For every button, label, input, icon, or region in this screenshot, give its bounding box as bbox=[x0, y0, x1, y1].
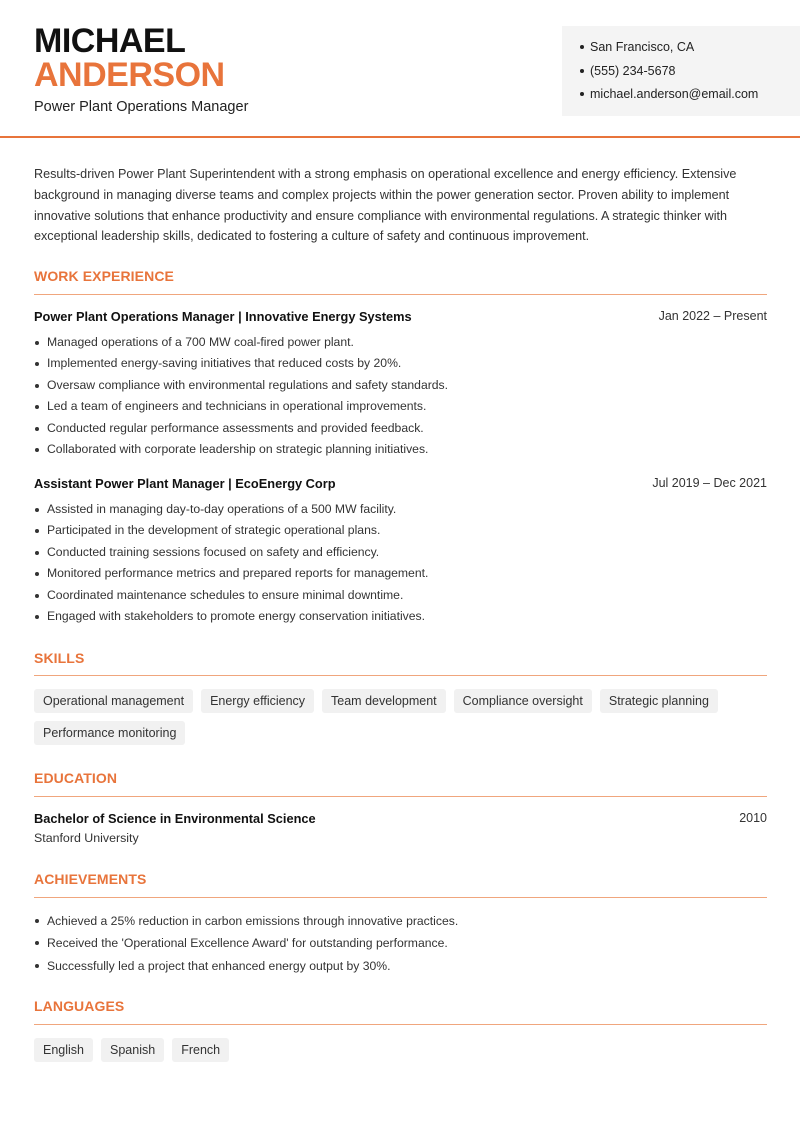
list-item: Monitored performance metrics and prepared reports for management. bbox=[34, 563, 428, 584]
section-divider bbox=[34, 1024, 767, 1025]
job-entry-1 bbox=[34, 309, 767, 329]
education-school: Stanford University bbox=[34, 831, 139, 845]
last-name: ANDERSON bbox=[34, 56, 225, 94]
list-item: Led a team of engineers and technicians in operational improvements. bbox=[34, 396, 448, 417]
list-item: Managed operations of a 700 MW coal-fired power plant. bbox=[34, 332, 448, 353]
list-item: Conducted training sessions focused on safety and efficiency. bbox=[34, 542, 428, 563]
resume-header bbox=[0, 0, 800, 138]
section-title-work-experience: WORK EXPERIENCE bbox=[34, 268, 174, 284]
skill-chip: Operational management bbox=[34, 689, 193, 713]
list-item: Collaborated with corporate leadership on strategic planning initiatives. bbox=[34, 439, 448, 460]
section-divider bbox=[34, 897, 767, 898]
skill-chip: Compliance oversight bbox=[454, 689, 592, 713]
languages-list bbox=[34, 1038, 774, 1062]
education-degree: Bachelor of Science in Environmental Science bbox=[34, 811, 316, 826]
skills-list bbox=[34, 689, 774, 745]
job-heading: Assistant Power Plant Manager | EcoEnergy Corp bbox=[34, 476, 336, 491]
section-title-languages: LANGUAGES bbox=[34, 998, 125, 1014]
contact-location: San Francisco, CA bbox=[580, 38, 758, 62]
section-divider bbox=[34, 294, 767, 295]
list-item: Assisted in managing day-to-day operations of a 500 MW facility. bbox=[34, 499, 428, 520]
skill-chip: Performance monitoring bbox=[34, 721, 185, 745]
job-title: Power Plant Operations Manager bbox=[34, 99, 249, 115]
professional-summary: Results-driven Power Plant Superintendent with a strong emphasis on operational excellence and energy efficiency. Extensive background in managing diverse teams and complex projects within the power generation sector. Proven ability to implement innovative solutions that enhance productivity and ensure compliance with environmental regulations. A strategic thinker with exceptional leadership skills, dedicated to fostering a culture of safety and continuous improvement. bbox=[34, 167, 737, 244]
job-2-bullets bbox=[34, 499, 428, 627]
section-divider bbox=[34, 796, 767, 797]
list-item: Participated in the development of strategic operational plans. bbox=[34, 520, 428, 541]
section-title-skills: SKILLS bbox=[34, 650, 85, 666]
language-chip: French bbox=[172, 1038, 229, 1062]
contact-phone: (555) 234-5678 bbox=[580, 62, 758, 86]
job-heading: Power Plant Operations Manager | Innovative Energy Systems bbox=[34, 309, 412, 324]
section-title-education: EDUCATION bbox=[34, 770, 118, 786]
list-item: Successfully led a project that enhanced energy output by 30%. bbox=[34, 955, 458, 977]
skill-chip: Team development bbox=[322, 689, 446, 713]
contact-email: michael.anderson@email.com bbox=[580, 85, 758, 109]
skill-chip: Strategic planning bbox=[600, 689, 718, 713]
job-1-bullets bbox=[34, 332, 448, 460]
contact-list bbox=[580, 38, 758, 109]
job-dates: Jul 2019 – Dec 2021 bbox=[652, 476, 767, 490]
contact-box bbox=[562, 26, 800, 116]
skill-chip: Energy efficiency bbox=[201, 689, 314, 713]
section-title-achievements: ACHIEVEMENTS bbox=[34, 871, 147, 887]
achievements-list bbox=[34, 910, 458, 977]
candidate-name bbox=[34, 24, 225, 92]
list-item: Achieved a 25% reduction in carbon emissions through innovative practices. bbox=[34, 910, 458, 932]
list-item: Conducted regular performance assessments and provided feedback. bbox=[34, 418, 448, 439]
list-item: Oversaw compliance with environmental regulations and safety standards. bbox=[34, 375, 448, 396]
list-item: Received the 'Operational Excellence Award' for outstanding performance. bbox=[34, 932, 458, 954]
job-dates: Jan 2022 – Present bbox=[658, 309, 767, 323]
job-entry-2 bbox=[34, 476, 767, 496]
education-year: 2010 bbox=[739, 811, 767, 825]
first-name: MICHAEL bbox=[34, 22, 186, 60]
section-divider bbox=[34, 675, 767, 676]
language-chip: Spanish bbox=[101, 1038, 164, 1062]
language-chip: English bbox=[34, 1038, 93, 1062]
list-item: Implemented energy-saving initiatives that reduced costs by 20%. bbox=[34, 353, 448, 374]
list-item: Engaged with stakeholders to promote energy conservation initiatives. bbox=[34, 606, 428, 627]
list-item: Coordinated maintenance schedules to ensure minimal downtime. bbox=[34, 585, 428, 606]
